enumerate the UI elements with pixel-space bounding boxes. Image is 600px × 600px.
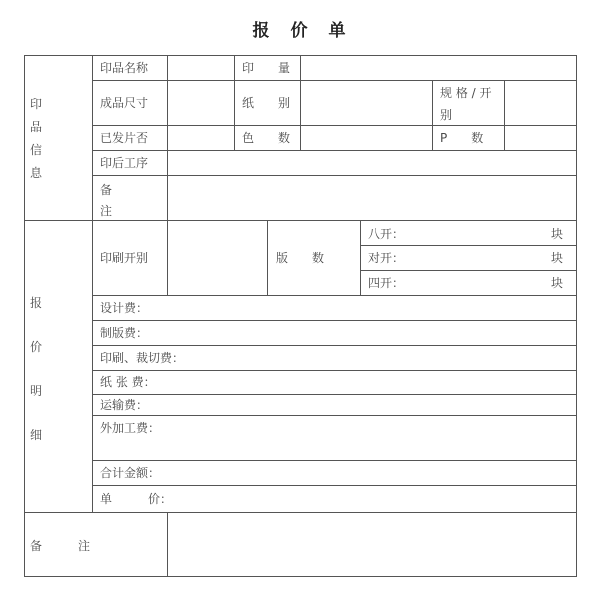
extra-process-fee-label: 外加工费： bbox=[100, 421, 161, 435]
info-remark-label-line1: 备 bbox=[100, 183, 113, 197]
format-label-quarter: 四开： bbox=[368, 276, 405, 290]
info-section-char-3: 信 bbox=[30, 143, 43, 157]
info-section-char-4: 息 bbox=[30, 166, 43, 180]
outer-bottom-border bbox=[24, 576, 577, 577]
pricing-row-line-4 bbox=[92, 370, 577, 371]
format-unit-half: 块 bbox=[551, 251, 564, 265]
info-col-432 bbox=[432, 80, 433, 151]
plate-fee-label: 制版费： bbox=[100, 326, 149, 340]
film-sent-label: 已发片否 bbox=[100, 131, 149, 145]
pricing-section-char-1: 报 bbox=[30, 296, 43, 310]
shipping-fee-label: 运输费： bbox=[100, 398, 149, 412]
outer-left-border bbox=[24, 55, 25, 577]
finished-size-field[interactable] bbox=[168, 81, 234, 125]
pricing-row-line-7 bbox=[92, 460, 577, 461]
info-remark-label-line2: 注 bbox=[100, 204, 113, 218]
film-sent-field[interactable] bbox=[168, 126, 234, 150]
format-label-half: 对开： bbox=[368, 251, 405, 265]
pricing-row-line-2 bbox=[92, 320, 577, 321]
format-line-2 bbox=[360, 270, 577, 271]
plate-count-label: 版 数 bbox=[276, 251, 325, 265]
design-fee-label: 设计费： bbox=[100, 301, 149, 315]
outer-right-border bbox=[576, 55, 577, 577]
info-remark-field[interactable] bbox=[168, 176, 576, 220]
pricing-row-line-5 bbox=[92, 394, 577, 395]
pricing-section-char-3: 明 bbox=[30, 384, 43, 398]
pricing-section-char-4: 细 bbox=[30, 428, 43, 442]
spec-label-line2: 别 bbox=[440, 108, 453, 122]
print-format-field[interactable] bbox=[168, 221, 267, 295]
quantity-label: 印 量 bbox=[242, 61, 291, 75]
p-count-field[interactable] bbox=[505, 126, 576, 150]
footer-remark-field[interactable] bbox=[168, 513, 576, 576]
format-unit-quarter: 块 bbox=[551, 276, 564, 290]
paper-field[interactable] bbox=[301, 81, 432, 125]
post-process-field[interactable] bbox=[168, 151, 576, 175]
color-count-label: 色 数 bbox=[242, 131, 291, 145]
info-col-234 bbox=[234, 55, 235, 151]
info-section-bottom bbox=[24, 220, 577, 221]
page-title: 报 价 单 bbox=[252, 21, 348, 41]
total-label: 合计金额： bbox=[100, 466, 161, 480]
pricing-row-line-3 bbox=[92, 345, 577, 346]
pricing-col-360 bbox=[360, 220, 361, 296]
pricing-col-267 bbox=[267, 220, 268, 296]
label-column-divider bbox=[92, 55, 93, 513]
print-cut-fee-label: 印刷、裁切费： bbox=[100, 351, 185, 365]
footer-remark-label: 备 注 bbox=[30, 539, 91, 553]
info-section-char-1: 印 bbox=[30, 97, 43, 111]
spec-label-line1: 规 格 / 开 bbox=[440, 86, 492, 100]
paper-fee-label: 纸 张 费： bbox=[100, 375, 156, 389]
product-name-field[interactable] bbox=[168, 56, 234, 80]
unit-price-label: 单 价： bbox=[100, 492, 173, 506]
info-section-char-2: 品 bbox=[30, 120, 43, 134]
product-name-label: 印品名称 bbox=[100, 61, 149, 75]
paper-label: 纸 别 bbox=[242, 96, 291, 110]
pricing-row-line-1 bbox=[92, 295, 577, 296]
spec-field[interactable] bbox=[505, 81, 576, 125]
pricing-section-char-2: 价 bbox=[30, 340, 43, 354]
finished-size-label: 成品尺寸 bbox=[100, 96, 149, 110]
pricing-row-line-8 bbox=[92, 485, 577, 486]
format-label-eighth: 八开： bbox=[368, 227, 405, 241]
pricing-row-line-6 bbox=[92, 415, 577, 416]
post-process-label: 印后工序 bbox=[100, 156, 149, 170]
quantity-field[interactable] bbox=[301, 56, 576, 80]
format-unit-eighth: 块 bbox=[551, 227, 564, 241]
color-count-field[interactable] bbox=[301, 126, 432, 150]
format-line-1 bbox=[360, 245, 577, 246]
print-format-label: 印刷开别 bbox=[100, 251, 149, 265]
p-count-label: P 数 bbox=[440, 131, 484, 145]
